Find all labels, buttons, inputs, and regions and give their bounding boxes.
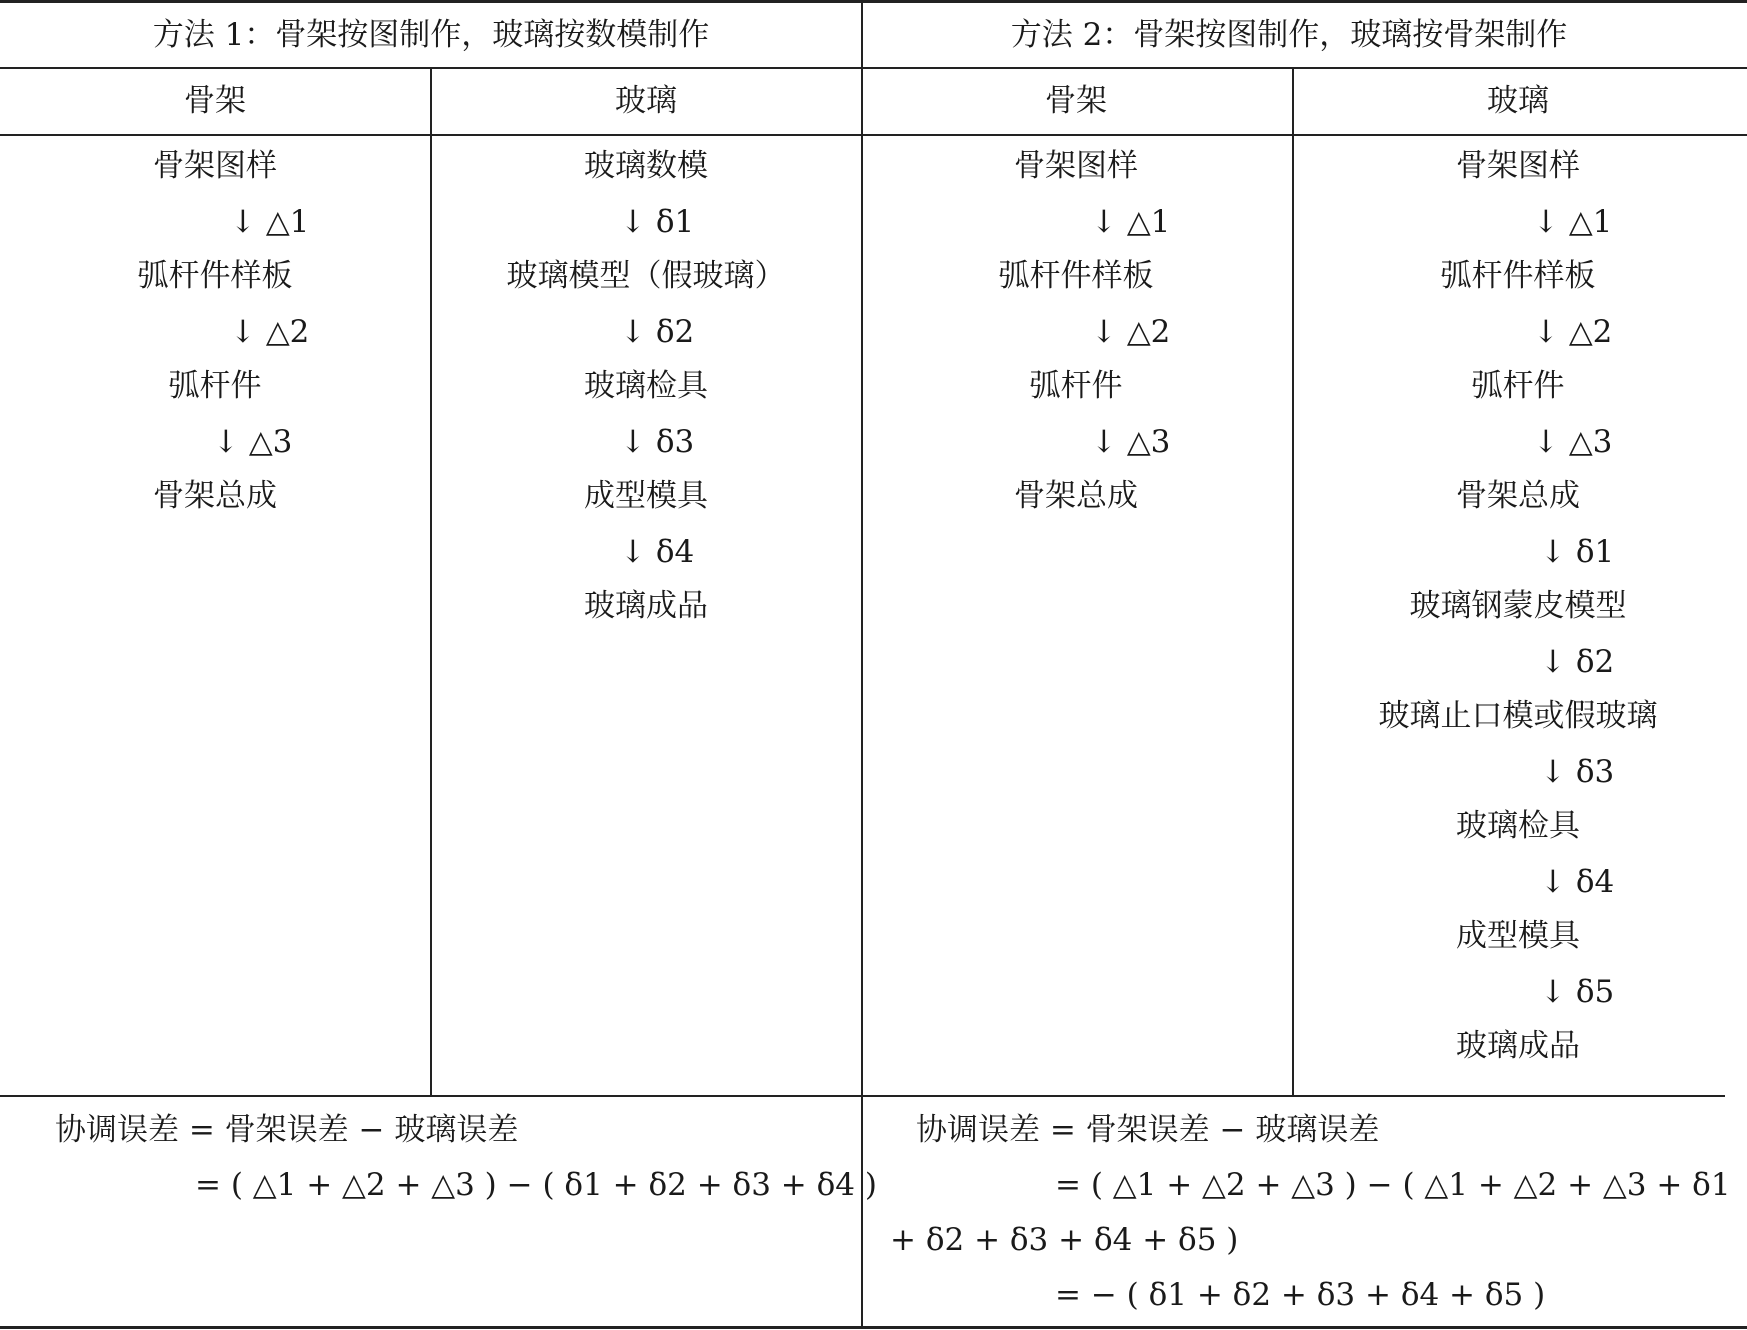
m2-glass-step: 弧杆件 (1471, 368, 1565, 404)
method2-header: 方法 2：骨架按图制作，玻璃按骨架制作 (1010, 17, 1568, 53)
m1-formula-line1: 协调误差 = 骨架误差 − 玻璃误差 (55, 1112, 519, 1148)
m1-frame-step: 骨架总成 (153, 478, 277, 514)
m1-glass-arrow: ↓ δ2 (620, 314, 695, 350)
m2-glass-arrow: ↓ △2 (1533, 314, 1613, 350)
m2-column-divider (1292, 67, 1294, 1097)
m2-glass-step: 骨架总成 (1456, 478, 1580, 514)
m2-glass-arrow: ↓ δ3 (1540, 754, 1615, 790)
m1-column-divider (430, 67, 432, 1097)
m1-glass-header: 玻璃 (615, 83, 677, 119)
bottom-rule (0, 1326, 1747, 1329)
m1-glass-arrow: ↓ δ1 (620, 204, 695, 240)
m1-frame-step: 骨架图样 (153, 148, 277, 184)
m1-formula-line2: = ( △1 + △2 + △3 ) − ( δ1 + δ2 + δ3 + δ4 ) (195, 1167, 877, 1203)
m1-frame-arrow: ↓ △2 (230, 314, 310, 350)
m1-frame-step: 弧杆件 (168, 368, 262, 404)
m2-frame-step: 弧杆件 (1029, 368, 1123, 404)
top-rule (0, 0, 1747, 3)
m2-glass-arrow: ↓ δ4 (1540, 864, 1615, 900)
m2-glass-arrow: ↓ δ5 (1540, 974, 1615, 1010)
m1-glass-step: 玻璃成品 (584, 588, 708, 624)
m1-glass-arrow: ↓ δ4 (620, 534, 695, 570)
m2-glass-arrow: ↓ △3 (1533, 424, 1613, 460)
m2-formula-line4: = − ( δ1 + δ2 + δ3 + δ4 + δ5 ) (1055, 1277, 1546, 1313)
m1-glass-arrow: ↓ δ3 (620, 424, 695, 460)
m2-glass-step: 玻璃止口模或假玻璃 (1378, 698, 1658, 734)
m2-frame-arrow: ↓ △2 (1091, 314, 1171, 350)
m2-glass-step: 玻璃钢蒙皮模型 (1409, 588, 1627, 624)
m2-glass-step: 弧杆件样板 (1440, 258, 1596, 294)
m2-frame-arrow: ↓ △3 (1091, 424, 1171, 460)
m2-glass-header: 玻璃 (1487, 83, 1549, 119)
m1-glass-step: 成型模具 (584, 478, 708, 514)
m2-frame-arrow: ↓ △1 (1091, 204, 1171, 240)
m1-glass-step: 玻璃数模 (584, 148, 708, 184)
m2-formula-line2: = ( △1 + △2 + △3 ) − ( △1 + △2 + △3 + δ1 (1055, 1167, 1731, 1203)
m1-frame-arrow: ↓ △1 (230, 204, 310, 240)
m1-frame-header: 骨架 (184, 83, 246, 119)
m1-frame-arrow: ↓ △3 (213, 424, 293, 460)
m1-glass-step: 玻璃模型（假玻璃） (506, 258, 786, 294)
header-divider (0, 67, 1747, 69)
m2-frame-step: 骨架图样 (1014, 148, 1138, 184)
m2-glass-step: 骨架图样 (1456, 148, 1580, 184)
m2-frame-header: 骨架 (1045, 83, 1107, 119)
m2-glass-arrow: ↓ δ1 (1540, 534, 1615, 570)
m2-glass-step: 玻璃检具 (1456, 808, 1580, 844)
m2-glass-step: 玻璃成品 (1456, 1028, 1580, 1064)
m1-frame-step: 弧杆件样板 (137, 258, 293, 294)
method1-header: 方法 1：骨架按图制作，玻璃按数模制作 (152, 17, 710, 53)
method-divider (861, 0, 863, 1328)
m2-frame-step: 弧杆件样板 (998, 258, 1154, 294)
m2-frame-step: 骨架总成 (1014, 478, 1138, 514)
m1-glass-step: 玻璃检具 (584, 368, 708, 404)
m2-formula-line1: 协调误差 = 骨架误差 − 玻璃误差 (916, 1112, 1380, 1148)
m2-glass-step: 成型模具 (1456, 918, 1580, 954)
m2-formula-line3: + δ2 + δ3 + δ4 + δ5 ) (890, 1222, 1239, 1258)
subheader-divider (0, 134, 1747, 136)
m2-glass-arrow: ↓ △1 (1533, 204, 1613, 240)
m2-glass-arrow: ↓ δ2 (1540, 644, 1615, 680)
